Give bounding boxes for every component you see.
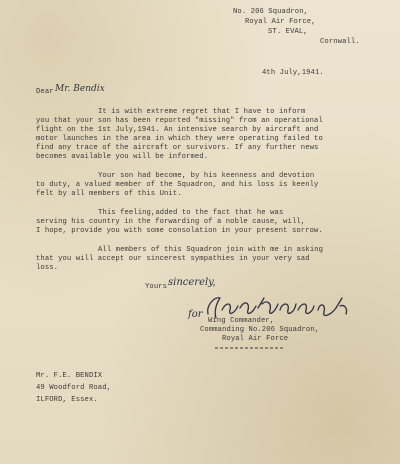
p1-line: motor launches in the area in which they were operating failed to bbox=[36, 135, 323, 143]
signature-for: for bbox=[188, 309, 203, 320]
squadron-line: No. 206 Squadron, bbox=[233, 8, 309, 16]
recipient-name: Mr. F.E. BENDIX bbox=[36, 372, 103, 380]
salutation-handwritten: Mr. Bendix bbox=[55, 84, 105, 94]
recipient-town: ILFORD, Essex. bbox=[36, 396, 98, 404]
raf-line: Royal Air Force, bbox=[245, 18, 316, 26]
p2-line: to duty, a valued member of the Squadron, and his loss is keenly bbox=[36, 181, 319, 189]
p1-line: you that your son has been reported "missing" from an operational bbox=[36, 117, 323, 125]
p1-line: It is with extreme regret that I have to inform bbox=[98, 108, 306, 116]
signatory-service: Royal Air Force bbox=[222, 335, 289, 343]
p4-line: All members of this Squadron join with me in asking bbox=[98, 246, 324, 254]
p1-line: flight on the 1st July,1941. An intensive search by aircraft and bbox=[36, 126, 319, 134]
location-line: ST. EVAL, bbox=[268, 28, 308, 36]
closing-handwritten: sincerely, bbox=[168, 277, 216, 288]
letter-date: 4th July,1941. bbox=[262, 69, 324, 77]
p1-line: becomes available you will be informed. bbox=[36, 153, 209, 161]
p4-line: that you will accept our sincerest sympathies in your very sad bbox=[36, 255, 310, 263]
salutation-typed: Dear bbox=[36, 88, 54, 96]
closing-typed: Yours bbox=[145, 283, 168, 291]
p3-line: I hope, provide you with some consolation in your present sorrow. bbox=[36, 227, 323, 235]
p2-line: Your son had become, by his keenness and devotion bbox=[98, 172, 315, 180]
p3-line: This feeling,added to the fact that he was bbox=[98, 209, 284, 217]
signature-dashed-rule bbox=[215, 346, 285, 350]
recipient-street: 49 Woodford Road, bbox=[36, 384, 112, 392]
signatory-role: Commanding No.206 Squadron, bbox=[200, 326, 320, 334]
p4-line: loss. bbox=[36, 264, 59, 272]
p2-line: felt by all members of this Unit. bbox=[36, 190, 182, 198]
signatory-rank: Wing Commander, bbox=[208, 317, 275, 325]
p3-line: serving his country in the forwarding of a noble cause, will, bbox=[36, 218, 306, 226]
p1-line: find any trace of the aircraft or survivors. If any further news bbox=[36, 144, 319, 152]
county-line: Cornwall. bbox=[320, 38, 360, 46]
